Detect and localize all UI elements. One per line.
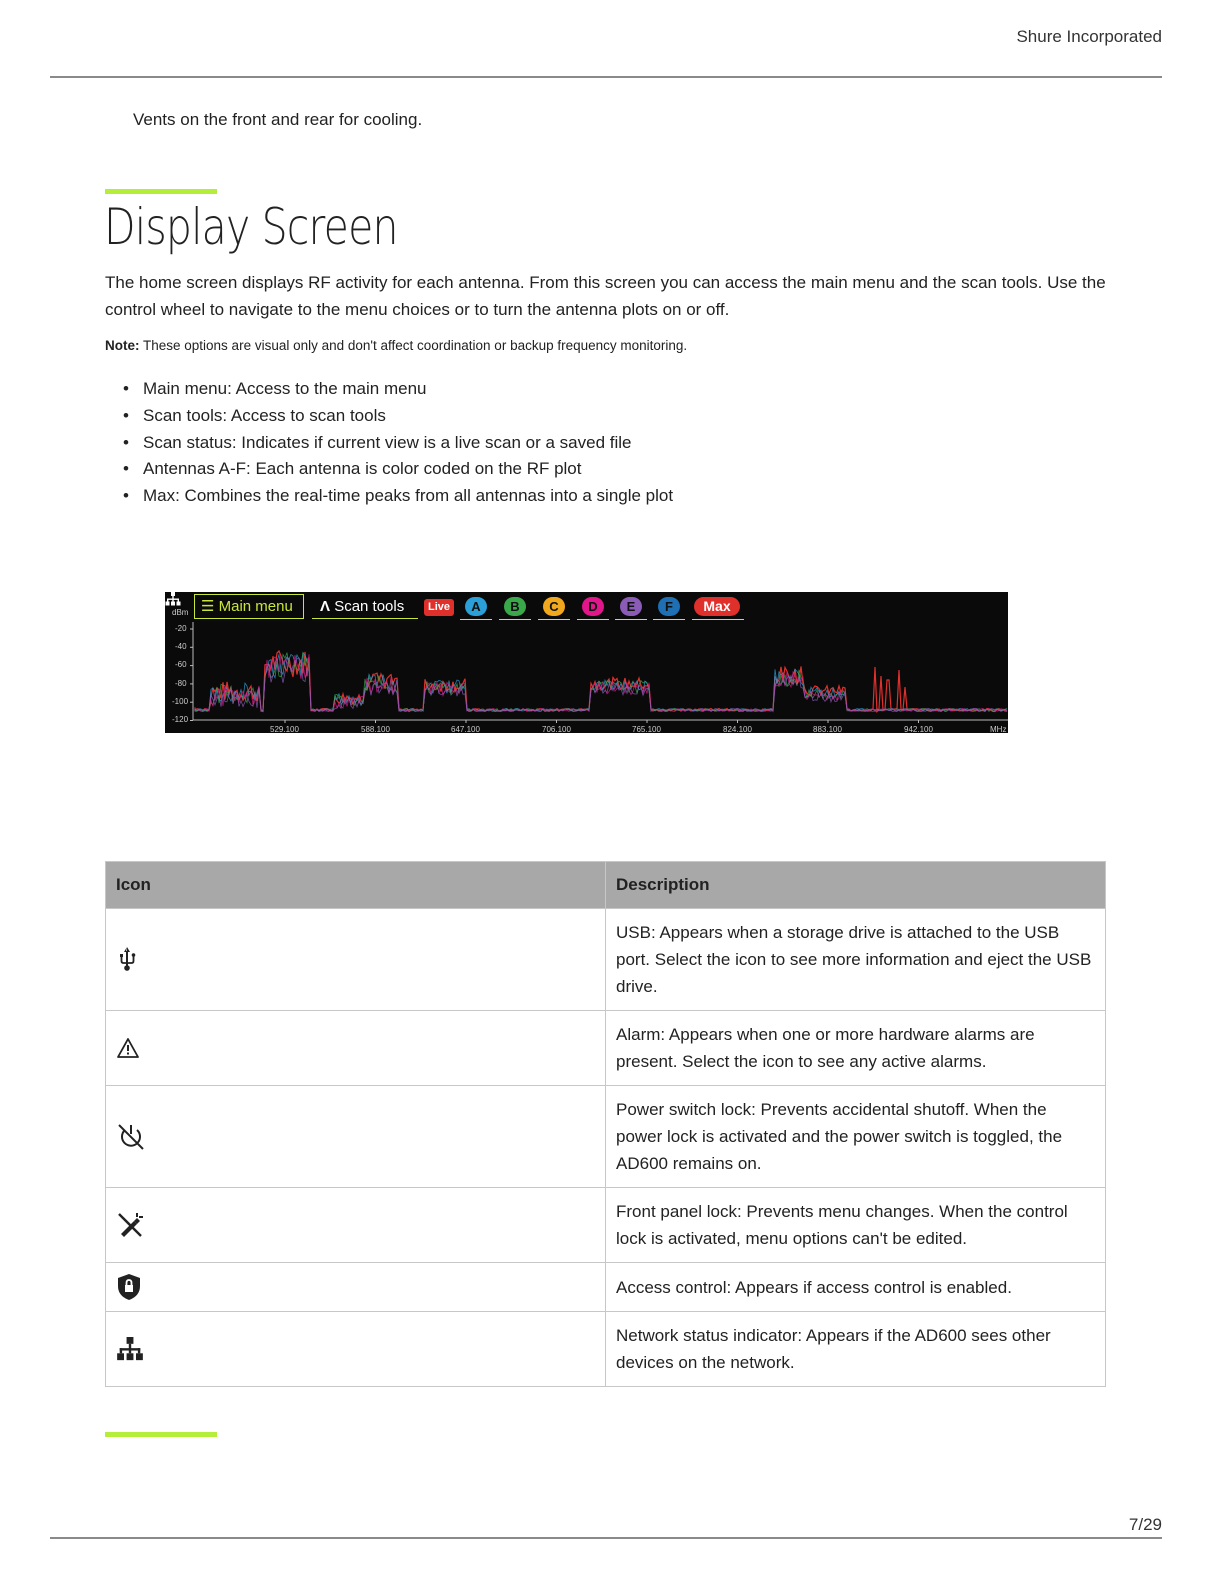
scan-tools-label: Scan tools — [334, 598, 405, 615]
column-header-description: Description — [606, 862, 1106, 909]
x-tick-label: 588.100 — [361, 725, 390, 733]
x-tick-label: 765.100 — [632, 725, 661, 733]
header-company-name: Shure Incorporated — [1016, 27, 1162, 46]
antenna-a-underline — [460, 619, 492, 620]
antenna-e-toggle[interactable]: E — [620, 597, 642, 616]
description-cell: Front panel lock: Prevents menu changes. When the control lock is activated, menu options can't be edited. — [606, 1188, 1106, 1263]
note-label: Note: — [105, 338, 140, 353]
table-row — [106, 1011, 1106, 1086]
antenna-b-underline — [499, 619, 531, 620]
x-tick-label: 942.100 — [904, 725, 933, 733]
table-row — [106, 1312, 1106, 1387]
antenna-a-toggle[interactable]: A — [465, 597, 487, 616]
antenna-f-toggle[interactable]: F — [658, 597, 680, 616]
antenna-f-underline — [653, 619, 685, 620]
description-cell: Access control: Appears if access control is enabled. — [606, 1263, 1106, 1312]
x-tick-label: 824.100 — [723, 725, 752, 733]
list-item: • Scan tools: Access to scan tools — [143, 403, 673, 430]
table-row — [106, 909, 1106, 1011]
x-unit-label: MHz — [990, 725, 1007, 733]
y-tick-label: -100 — [172, 697, 189, 706]
main-menu-button[interactable] — [194, 594, 304, 619]
main-menu-label: Main menu — [218, 598, 293, 615]
y-tick-label: -40 — [175, 642, 187, 651]
table-header-row — [106, 862, 1106, 909]
icon-cell — [106, 909, 606, 1011]
icon-cell — [106, 1086, 606, 1188]
note-text: These options are visual only and don't affect coordination or backup frequency monitoring. — [139, 338, 688, 353]
list-item: • Main menu: Access to the main menu — [143, 376, 673, 403]
page-number: 7/29 — [1128, 1515, 1162, 1534]
home-screen-display — [165, 592, 1008, 733]
section-accent-bar — [105, 1432, 217, 1437]
antenna-b-toggle[interactable]: B — [504, 597, 526, 616]
y-tick-label: -20 — [175, 624, 187, 633]
table-row — [106, 1188, 1106, 1263]
y-unit-label: dBm — [172, 608, 189, 617]
intro-text: Vents on the front and rear for cooling. — [133, 110, 423, 129]
front-panel-lock-icon — [116, 1211, 144, 1239]
y-tick-label: -80 — [175, 679, 187, 688]
footer-divider — [50, 1537, 1162, 1539]
table-row — [106, 1263, 1106, 1312]
power-lock-icon — [116, 1122, 146, 1152]
antenna-c-underline — [538, 619, 570, 620]
antenna-d-underline — [577, 619, 609, 620]
section-accent-bar — [105, 189, 217, 194]
antenna-e-underline — [615, 619, 647, 620]
usb-icon — [116, 946, 138, 974]
max-underline — [692, 619, 744, 620]
alarm-warning-icon — [116, 1037, 140, 1059]
x-tick-label: 529.100 — [270, 725, 299, 733]
menu-list-icon: ☰ — [201, 598, 215, 615]
icon-cell — [106, 1312, 606, 1387]
note — [105, 338, 687, 353]
access-control-shield-icon — [116, 1273, 142, 1301]
rf-trace — [195, 651, 1007, 712]
scan-tools-icon: Λ — [320, 598, 331, 615]
column-header-icon: Icon — [106, 862, 606, 909]
description-cell: Alarm: Appears when one or more hardware alarms are present. Select the icon to see any active alarms. — [606, 1011, 1106, 1086]
x-tick-label: 647.100 — [451, 725, 480, 733]
scan-status-live-badge: Live — [424, 599, 454, 616]
y-tick-label: -120 — [172, 715, 189, 724]
list-item: • Scan status: Indicates if current view is a live scan or a saved file — [143, 430, 673, 457]
description-cell: Network status indicator: Appears if the AD600 sees other devices on the network. — [606, 1312, 1106, 1387]
antenna-c-toggle[interactable]: C — [543, 597, 565, 616]
header-divider — [50, 76, 1162, 78]
antenna-d-toggle[interactable]: D — [582, 597, 604, 616]
network-icon[interactable] — [165, 592, 181, 606]
feature-list — [143, 376, 673, 510]
list-item: • Antennas A-F: Each antenna is color coded on the RF plot — [143, 456, 673, 483]
list-item: • Max: Combines the real-time peaks from all antennas into a single plot — [143, 483, 673, 510]
description-cell: Power switch lock: Prevents accidental shutoff. When the power lock is activated and the power switch is toggled, the AD600 remains on. — [606, 1086, 1106, 1188]
max-plot-toggle[interactable]: Max — [694, 597, 740, 616]
icon-table — [105, 861, 1106, 1387]
section-paragraph: The home screen displays RF activity for each antenna. From this screen you can access the main menu and the scan tools. Use the control wheel to navigate to the menu choices or to turn the antenna plots on or off. — [105, 273, 1106, 319]
x-tick-label: 706.100 — [542, 725, 571, 733]
x-tick-label: 883.100 — [813, 725, 842, 733]
scan-tools-button[interactable] — [312, 594, 418, 619]
network-status-icon — [116, 1337, 144, 1361]
description-cell: USB: Appears when a storage drive is attached to the USB port. Select the icon to see more information and eject the USB drive. — [606, 909, 1106, 1011]
table-row — [106, 1086, 1106, 1188]
icon-cell — [106, 1188, 606, 1263]
section-title: Display Screen — [104, 198, 398, 256]
icon-cell — [106, 1263, 606, 1312]
icon-cell — [106, 1011, 606, 1086]
y-tick-label: -60 — [175, 660, 187, 669]
